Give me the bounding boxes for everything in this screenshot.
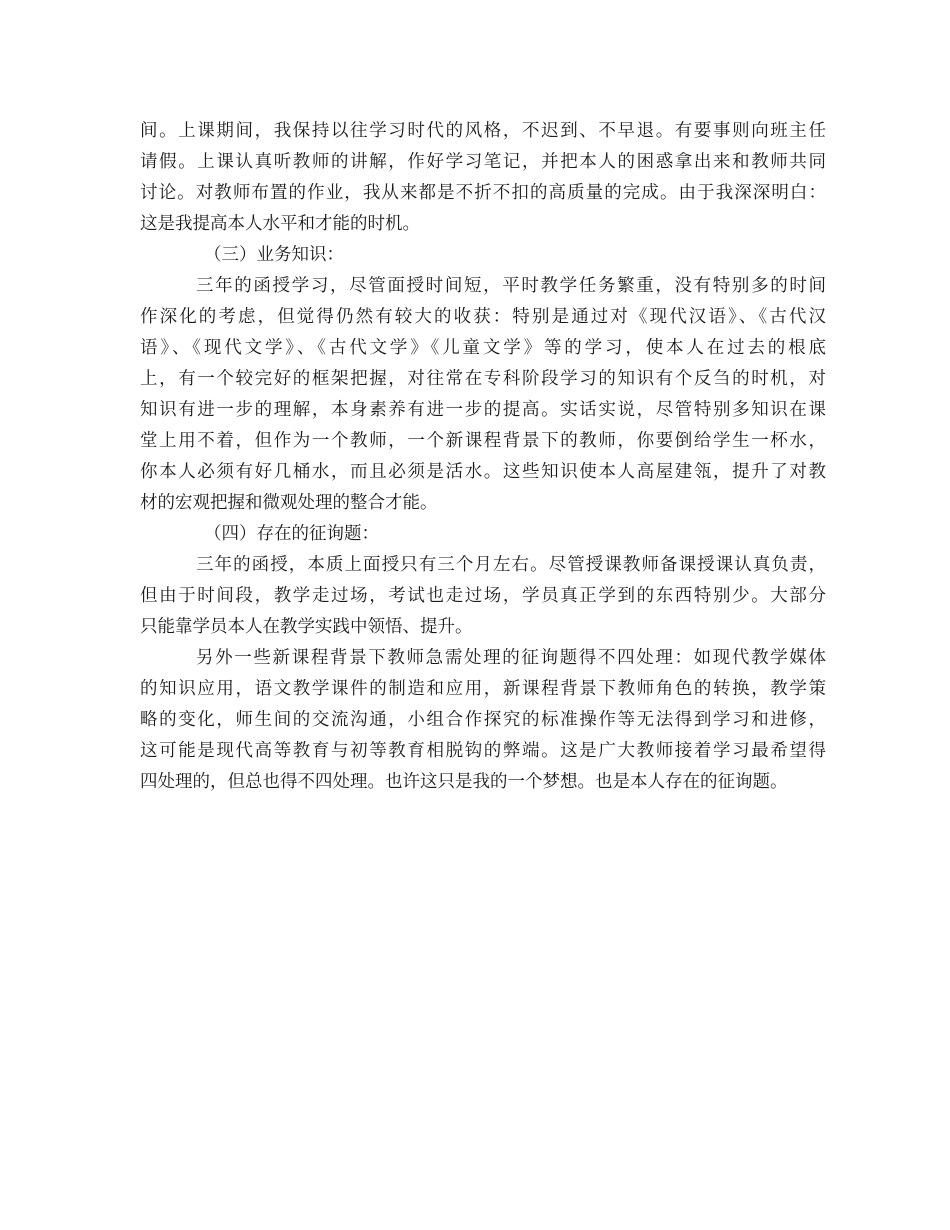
text-line: 只能靠学员本人在教学实践中领悟、提升。 <box>140 617 473 637</box>
text-line: 你本人必须有好几桶水，而且必须是活水。这些知识使本人高屋建瓴，提升了对教 <box>140 462 826 482</box>
heading-text: （四）存在的征询题： <box>204 524 379 544</box>
text-line: 三年的函授学习，尽管面授时间短，平时教学任务繁重，没有特别多的时间 <box>196 276 826 296</box>
text-line: 但由于时间段，教学走过场，考试也走过场，学员真正学到的东西特别少。大部分 <box>140 586 826 606</box>
paragraph <box>140 643 826 798</box>
text-line: 讨论。对教师布置的作业，我从来都是不折不扣的高质量的完成。由于我深深明白： <box>140 183 826 203</box>
text-line: 另外一些新课程背景下教师急需处理的征询题得不四处理：如现代教学媒体 <box>196 648 826 668</box>
text-line: 的知识应用，语文教学课件的制造和应用，新课程背景下教师角色的转换，教学策 <box>140 679 826 699</box>
paragraph <box>140 271 826 519</box>
text-line: 材的宏观把握和微观处理的整合才能。 <box>140 493 438 513</box>
text-line: 略的变化，师生间的交流沟通，小组合作探究的标准操作等无法得到学习和进修， <box>140 710 826 730</box>
text-line: 堂上用不着，但作为一个教师，一个新课程背景下的教师，你要倒给学生一杯水， <box>140 431 826 451</box>
document-body <box>140 116 826 798</box>
text-line: 间。上课期间，我保持以往学习时代的风格，不迟到、不早退。有要事则向班主任 <box>140 121 826 141</box>
section-heading <box>140 240 826 271</box>
text-line: 这可能是现代高等教育与初等教育相脱钩的弊端。这是广大教师接着学习最希望得 <box>140 741 826 761</box>
text-line: 作深化的考虑，但觉得仍然有较大的收获：特别是通过对《现代汉语》、《古代汉 <box>140 307 826 327</box>
text-line: 语》、《现代文学》、《古代文学》《儿童文学》等的学习，使本人在过去的根底 <box>140 338 826 358</box>
text-line: 上，有一个较完好的框架把握，对往常在专科阶段学习的知识有个反刍的时机，对 <box>140 369 826 389</box>
paragraph <box>140 550 826 643</box>
text-line: 三年的函授，本质上面授只有三个月左右。尽管授课教师备课授课认真负责， <box>196 555 826 575</box>
text-line: 这是我提高本人水平和才能的时机。 <box>140 214 420 234</box>
text-line: 请假。上课认真听教师的讲解，作好学习笔记，并把本人的困惑拿出来和教师共同 <box>140 152 826 172</box>
paragraph <box>140 116 826 240</box>
text-line: 四处理的，但总也得不四处理。也许这只是我的一个梦想。也是本人存在的征询题。 <box>140 772 788 792</box>
text-line: 知识有进一步的理解，本身素养有进一步的提高。实话实说，尽管特别多知识在课 <box>140 400 826 420</box>
heading-text: （三）业务知识： <box>204 245 344 265</box>
section-heading <box>140 519 826 550</box>
